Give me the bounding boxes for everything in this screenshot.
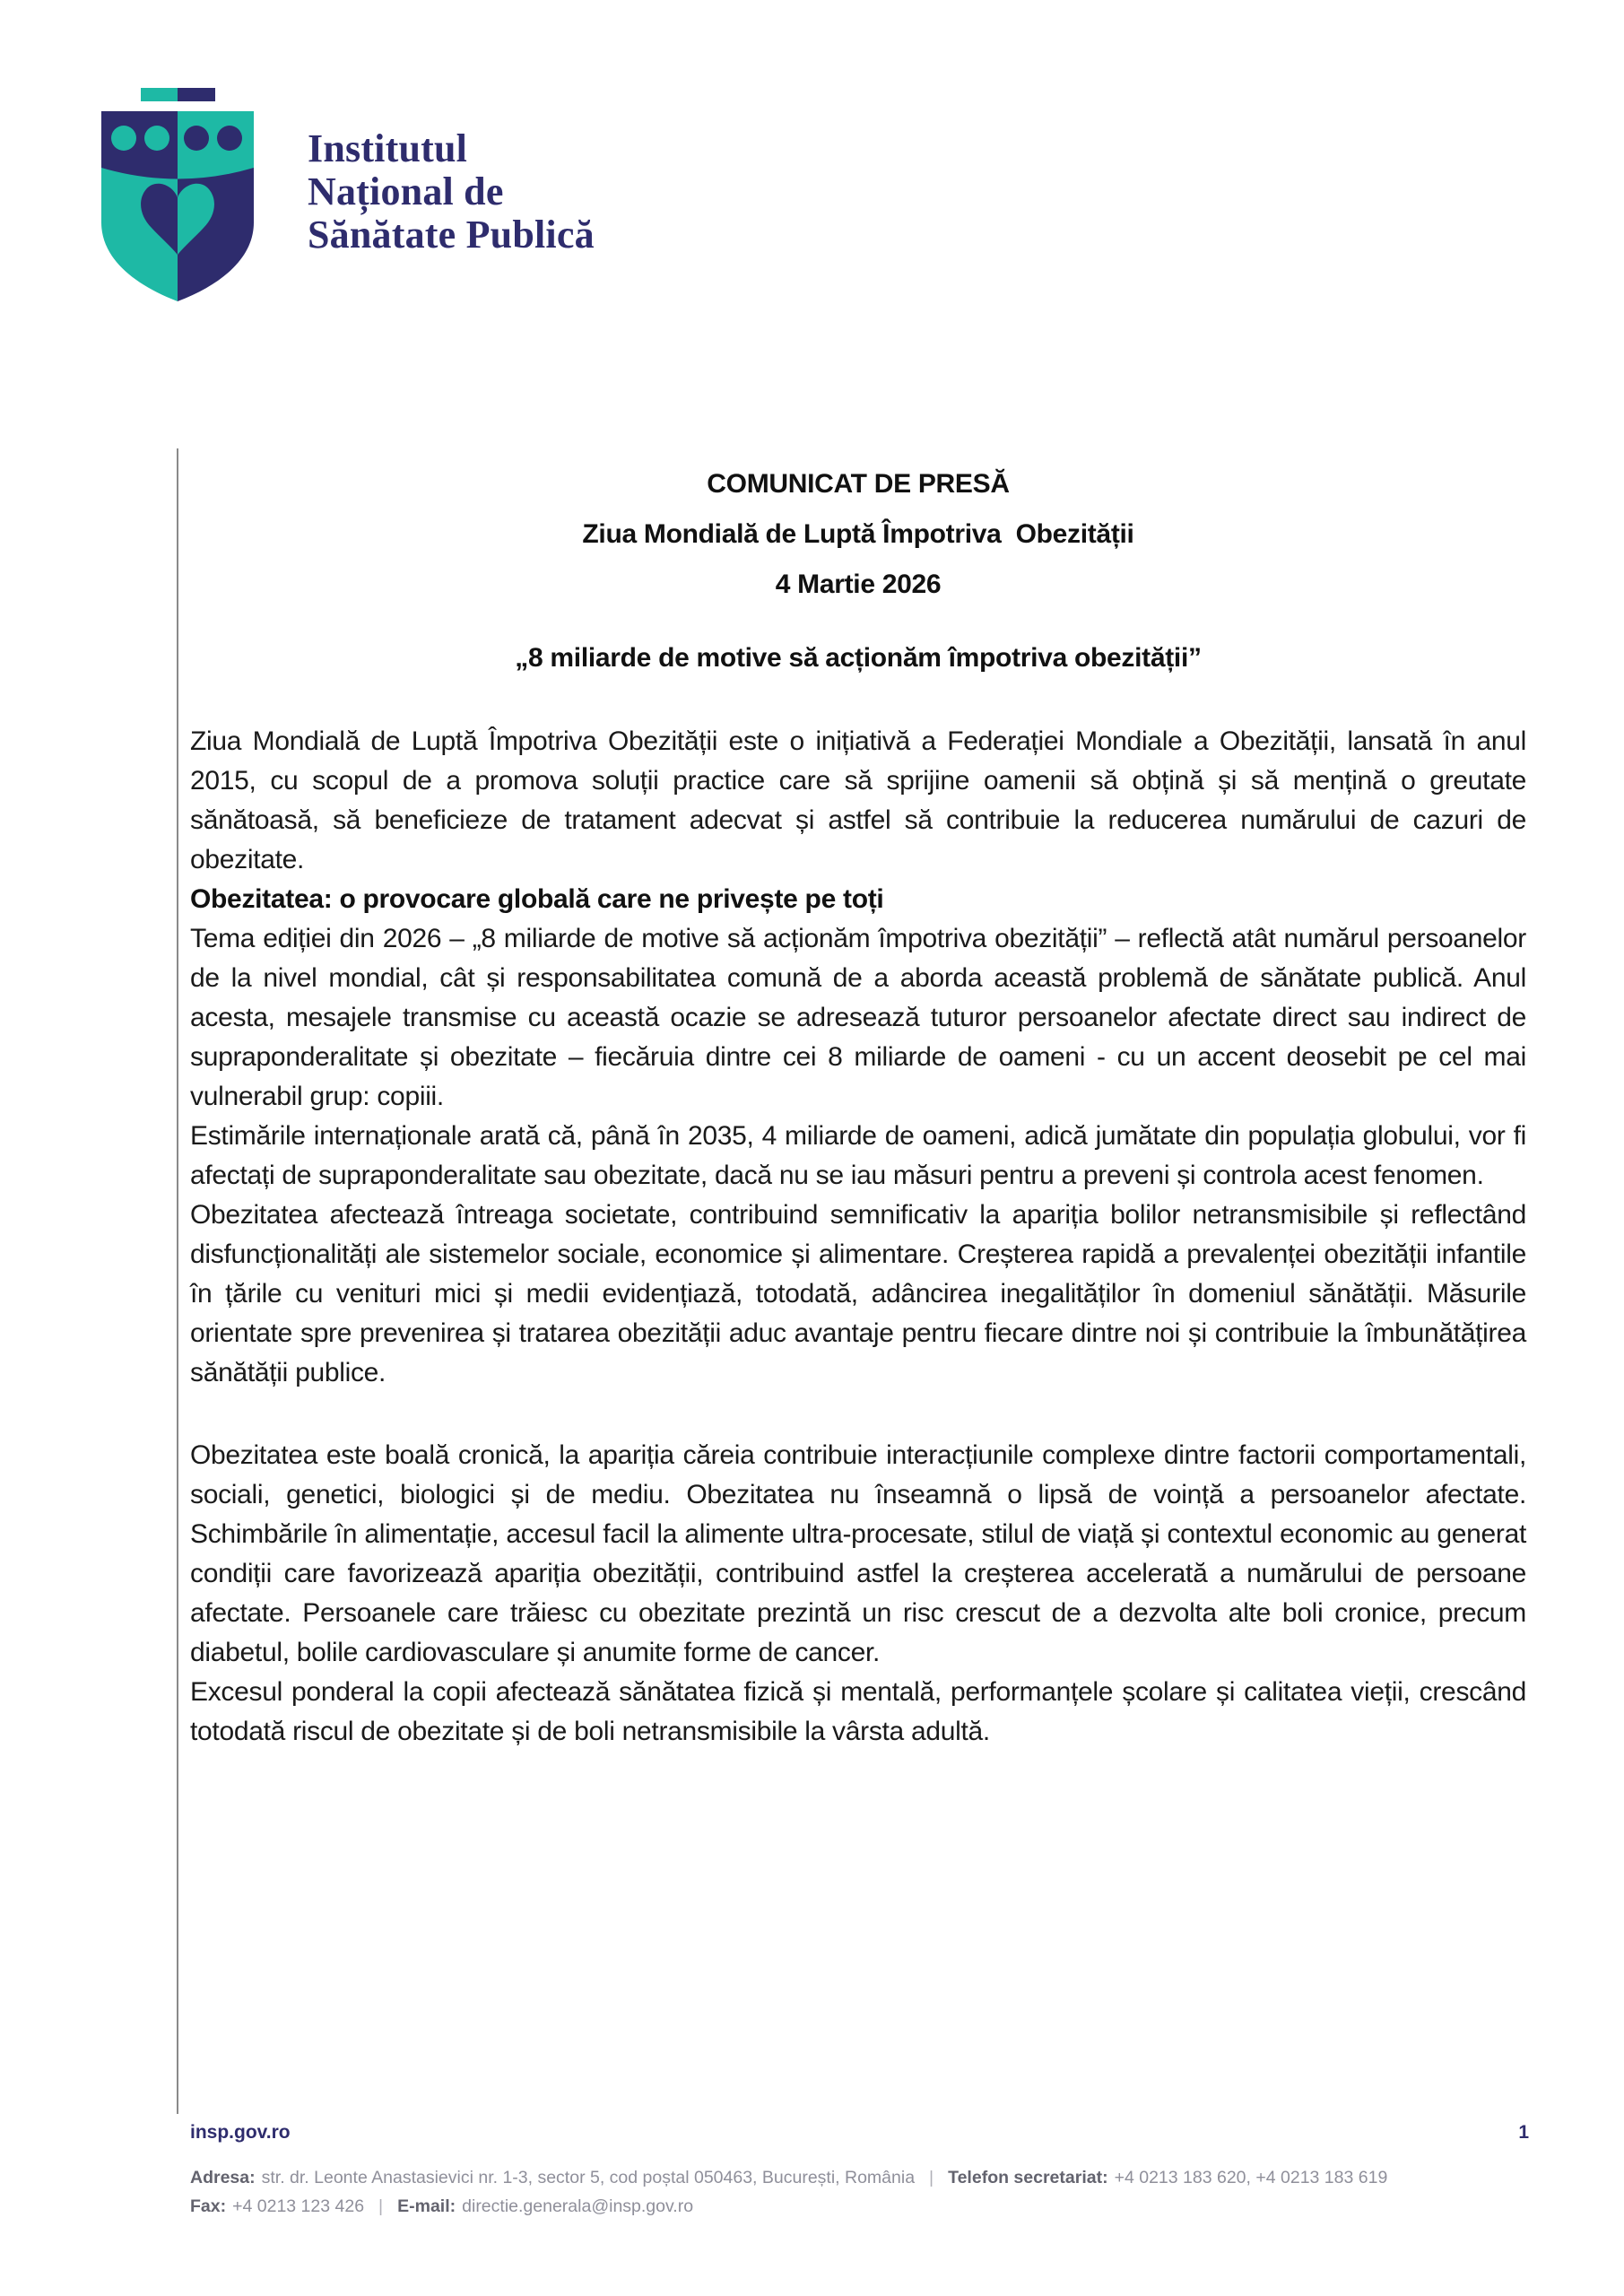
fax-value: +4 0213 123 426 bbox=[232, 2196, 365, 2216]
intro-paragraph: Ziua Mondială de Luptă Împotriva Obezității este o inițiativă a Federației Mondiale a Obezității, lansată în anul 2015, cu scopul de a promova soluții practice care să sprijine oamenii să obțină și să mențină o greutate sănătoasă, să beneficieze de tratament adecvat și astfel să contribuie la reducerea numărului de cazuri de obezitate. bbox=[190, 726, 1526, 874]
org-name-line: Sănătate Publică bbox=[308, 213, 595, 257]
org-name-line: Institutul bbox=[308, 126, 468, 170]
band-circle bbox=[111, 126, 136, 151]
paragraph-estimates: Estimările internaționale arată că, până în 2035, 4 miliarde de oameni, adică jumătate din populația globului, vor fi afectați de supraponderalitate sau obezitate, dacă nu se iau măsuri pentru a preveni și controla acest fenomen. bbox=[190, 1121, 1526, 1190]
email-value: directie.generala@insp.gov.ro bbox=[462, 2196, 694, 2216]
footer-contact-line bbox=[190, 2163, 1526, 2192]
band-circle bbox=[144, 126, 169, 151]
org-name bbox=[308, 127, 595, 257]
footer-contacts bbox=[190, 2163, 1526, 2221]
left-margin-rule bbox=[177, 448, 178, 2114]
separator: | bbox=[929, 2168, 934, 2187]
org-name-line: Național de bbox=[308, 170, 504, 213]
document-body bbox=[190, 459, 1526, 1752]
email-label: E-mail: bbox=[397, 2196, 456, 2216]
event-date: 4 Martie 2026 bbox=[775, 570, 942, 599]
paragraph-children: Excesul ponderal la copii afectează sănătatea fizică și mentală, performanțele școlare și calitatea vieții, crescând totodată riscul de obezitate și de boli netransmisibile la vârsta adultă. bbox=[190, 1677, 1526, 1746]
paragraph-theme: Tema ediției din 2026 – „8 miliarde de motive să acționăm împotriva obezității” – reflectă atât numărul persoanelor de la nivel mondial, cât și responsabilitatea comună de a aborda această problemă de sănătate publică. Anul acesta, mesajele transmise cu această ocazie se adresează tuturor persoanelor afectate direct sau indirect de supraponderalitate și obezitate – fiecăruia dintre cei 8 miliarde de oameni - cu un accent deosebit pe cel mai vulnerabil grup: copiii. bbox=[190, 924, 1526, 1111]
address-label: Adresa: bbox=[190, 2168, 256, 2187]
separator: | bbox=[378, 2196, 384, 2216]
page-number: 1 bbox=[1518, 2122, 1529, 2143]
press-release-title: COMUNICAT DE PRESĂ bbox=[707, 469, 1010, 499]
band-circle bbox=[184, 126, 209, 151]
paragraph-chronic-disease: Obezitatea este boală cronică, la apariția căreia contribuie interacțiunile complexe dintre factorii comportamentali, sociali, genetici, biologici și de mediu. Obezitatea nu înseamnă o lipsă de voință a persoanelor afectate. Schimbările în alimentație, accesul facil la alimente ultra-procesate, stilul de viață și contextul economic au generat condiții care favorizează apariția obezității, contribuind astfel la creșterea accelerată a numărului de persoane afectate. Persoanele care trăiesc cu obezitate prezintă un risc crescut de a dezvolta alte boli cronice, precum diabetul, bolile cardiovasculare și anumite forme de cancer. bbox=[190, 1440, 1526, 1667]
band-circle bbox=[217, 126, 242, 151]
footer-contact-line bbox=[190, 2192, 1526, 2221]
phone-value: +4 0213 183 620, +4 0213 183 619 bbox=[1114, 2168, 1388, 2187]
section-heading: Obezitatea: o provocare globală care ne privește pe toți bbox=[190, 884, 884, 914]
insp-shield-icon bbox=[97, 81, 258, 305]
campaign-slogan: „8 miliarde de motive să acționăm împotriva obezității” bbox=[515, 643, 1202, 673]
crown-bar-left bbox=[141, 88, 178, 101]
address-value: str. dr. Leonte Anastasievici nr. 1-3, sector 5, cod poștal 050463, București, România bbox=[261, 2168, 916, 2187]
footer-website: insp.gov.ro bbox=[190, 2122, 291, 2143]
event-title: Ziua Mondială de Luptă Împotriva Obezității bbox=[582, 519, 1134, 549]
fax-label: Fax: bbox=[190, 2196, 227, 2216]
paragraph-society: Obezitatea afectează întreaga societate, contribuind semnificativ la apariția bolilor netransmisibile și reflectând disfuncționalități ale sistemelor sociale, economice și alimentare. Creșterea rapidă a prevalenței obezității infantile în țările cu venituri mici și medii evidențiază, totodată, adâncirea inegalităților în domeniul sănătății. Măsurile orientate spre prevenirea și tratarea obezității aduc avantaje pentru fiecare dintre noi și contribuie la îmbunătățirea sănătății publice. bbox=[190, 1200, 1526, 1387]
phone-label: Telefon secretariat: bbox=[948, 2168, 1108, 2187]
crown-bar-right bbox=[178, 88, 215, 101]
